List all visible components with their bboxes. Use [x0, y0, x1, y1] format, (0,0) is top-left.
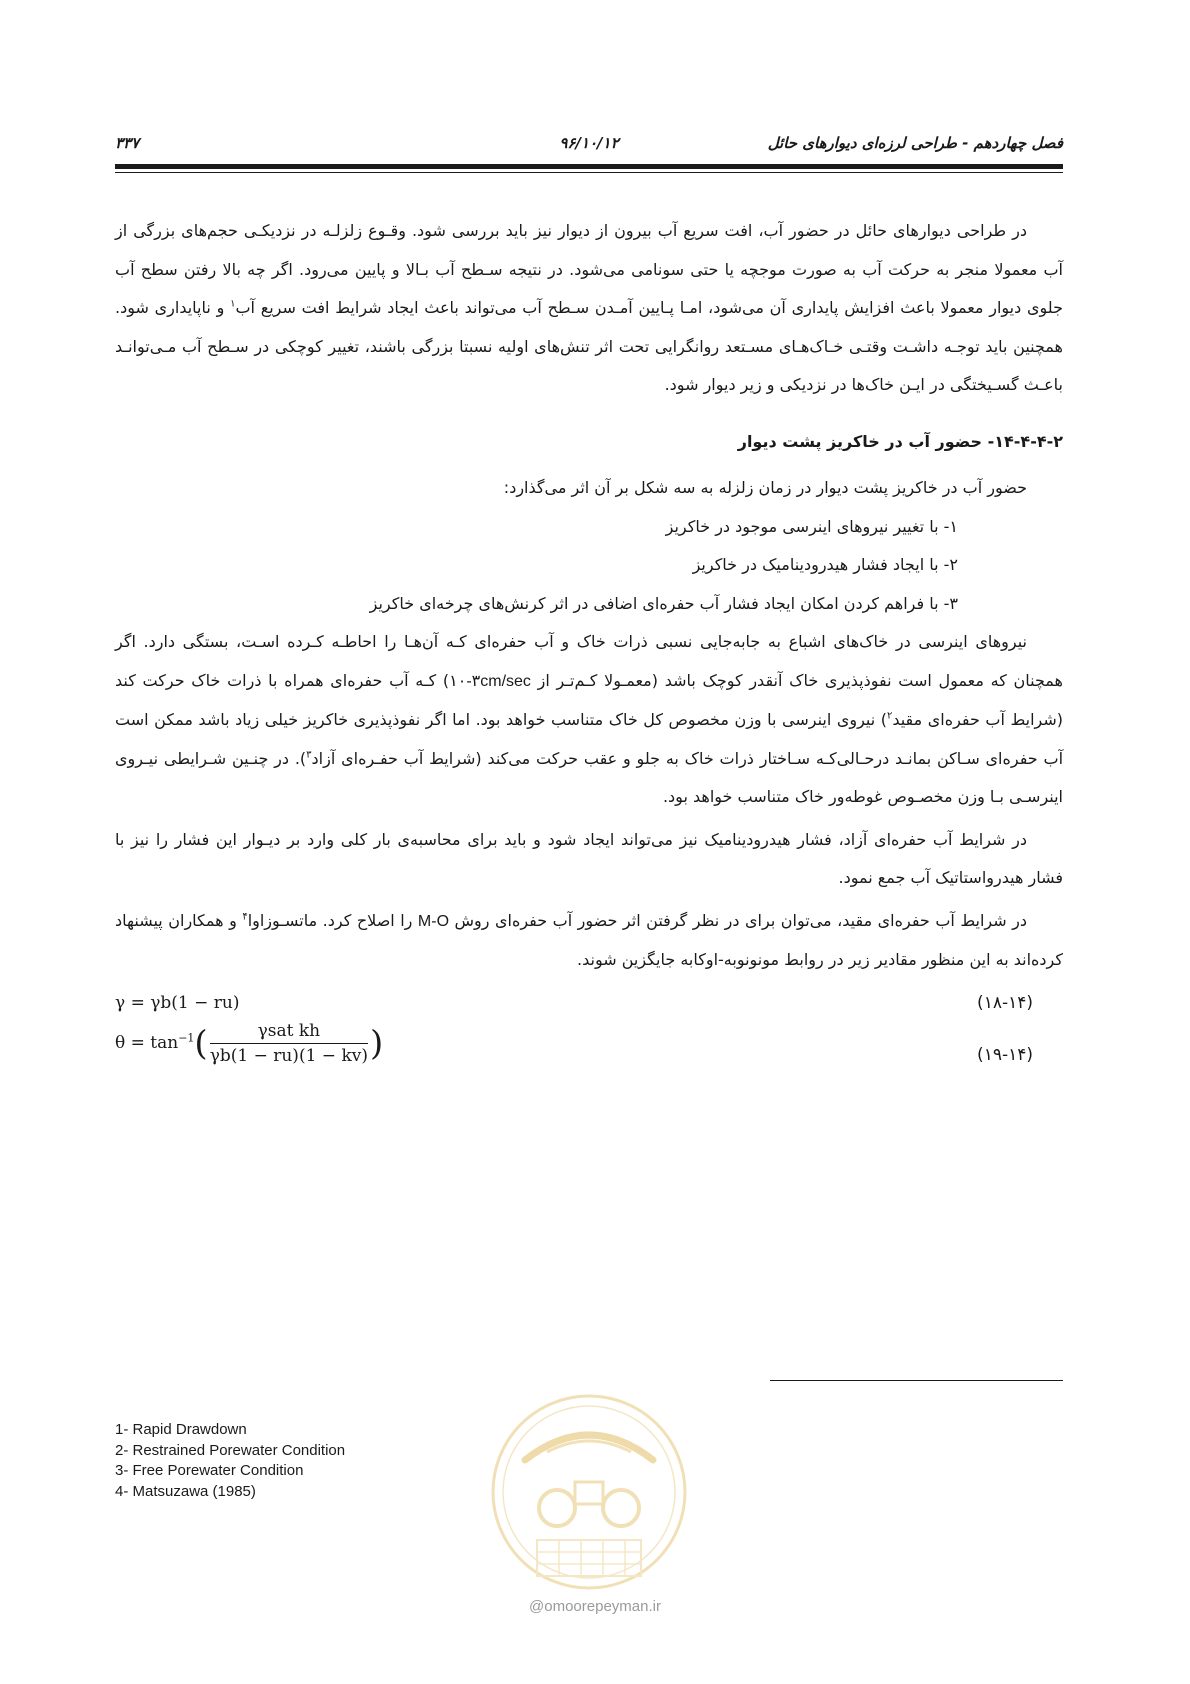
chapter-title: فصل چهاردهم - طراحی لرزه‌ای دیوارهای حائل: [767, 134, 1063, 152]
footnote-item: 4- Matsuzawa (1985): [115, 1482, 256, 1500]
equation-19-number: (۱۹-۱۴): [977, 1044, 1033, 1065]
paragraph-1: [115, 212, 1063, 405]
list-item: ۲- با ایجاد فشار هیدرودینامیک در خاکریز: [692, 555, 958, 574]
paragraph-3-c: ) نیروی اینرسی با وزن مخصوص کل خاک متناسب خواهد بود. اما اگر نفوذپذیری خاکریز خیلی زیاد باشد ممکن است آب حفره‌ای سـاکن بمانـد درحـالی‌کـه سـاختار ذرات خاک به جلو و عقب حرکت می‌کند (شرایط آب حفـره‌ای آزاد: [115, 710, 1064, 768]
footnote-ref-4: ۴: [242, 911, 248, 923]
page-number: ۳۳۷: [115, 134, 140, 152]
watermark-site: @omoorepeyman.ir: [529, 1598, 661, 1615]
footnote-rule: [770, 1380, 1063, 1381]
watermark-logo-icon: [487, 1390, 692, 1600]
footnote-ref-1: ۱: [230, 298, 236, 310]
method-name: M-O: [417, 912, 450, 930]
close-paren-icon: ): [369, 1022, 384, 1063]
paragraph-3: [115, 623, 1063, 817]
effects-list: [115, 508, 1063, 624]
footnote-item: 1- Rapid Drawdown: [115, 1421, 247, 1438]
section-heading: ۱۴-۴-۴-۲- حضور آب در خاکریز پشت دیوار: [737, 431, 1063, 451]
equation-19-fraction: [210, 1020, 368, 1067]
header-rule-thick: [115, 164, 1063, 169]
equation-18-number: (۱۸-۱۴): [977, 992, 1033, 1013]
equation-18: [115, 980, 1063, 1020]
equation-18-formula: γ = γb(1 − ru): [115, 992, 240, 1013]
equation-19: [115, 1020, 1063, 1080]
footnotes: [115, 1420, 345, 1502]
open-paren-icon: (: [194, 1022, 208, 1063]
body-text: [115, 212, 1063, 1080]
paragraph-1-cont: و ناپایداری شود. همچنین باید توجـه داشـت وقتـی خـاک‌هـای مسـتعد روانگرایی تحت اثر تنش‌های اولیه نسبتا بزرگی باشند، تغییر کوچکی در سـطح آب مـی‌توانـد باعـث گسـیختگی در ایـن خاک‌ها در نزدیکی و زیر دیوار شود.: [115, 298, 1063, 394]
paragraph-5-b: را اصلاح کرد. ماتسـوزاوا: [247, 910, 418, 930]
footnote-ref-2: ۲: [886, 710, 893, 722]
permeability-value: ۱۰-۳cm/sec: [449, 672, 531, 690]
paragraph-5: [115, 902, 1063, 980]
paragraph-5-c: و همکاران پیشنهاد کرده‌اند به این منظور مقادیر زیر در روابط مونونوبه-اوکابه جایگزین شوند.: [115, 910, 1063, 969]
equation-19-numerator: γsat kh: [210, 1020, 368, 1044]
list-item: ۱- با تغییر نیروهای اینرسی موجود در خاکریز: [665, 516, 958, 536]
header-date: ۹۶/۱۰/۱۲: [559, 134, 619, 152]
paragraph-5-a: در شرایط آب حفره‌ای مقید، می‌توان برای در نظر گرفتن اثر حضور آب حفره‌ای روش: [449, 910, 1028, 930]
paragraph-3-d: ). در چنـین شـرایطی نیـروی اینرسـی بـا وزن مخصـوص غوطه‌ور خاک متناسب خواهد بود.: [115, 748, 1063, 806]
equation-19-lhs: θ = tan: [115, 1032, 179, 1053]
paragraph-2: حضور آب در خاکریز پشت دیوار در زمان زلزله به سه شکل بر آن اثر می‌گذارد:: [503, 478, 1027, 497]
footnote-item: 3- Free Porewater Condition: [115, 1462, 304, 1479]
paragraph-4: در شرایط آب حفره‌ای آزاد، فشار هیدرودینامیک نیز می‌تواند ایجاد شود و باید برای محاسبه‌ی بار کلی وارد بر دیـوار این فشار را نیز با فشار هیدرواستاتیک آب جمع نمود.: [115, 829, 1063, 887]
paragraph-3-b: ) کـه آب حفره‌ای همراه با ذرات خاک حرکت کند (شرایط آب حفره‌ای مقید: [115, 670, 1063, 729]
footnote-item: 2- Restrained Porewater Condition: [115, 1441, 346, 1459]
paragraph-1-text: در طراحی دیوارهای حائل در حضور آب، افت سریع آب بیرون از دیوار نیز باید بررسی شود. وقـوع زلزلـه در نزدیکـی حجم‌های بزرگی از آب معمولا منجر به حرکت آب به صورت موجچه یا حتی سونامی می‌شود. در نتیجه سـطح آب بـالا و پایین می‌رود. اگر چه بالا رفتن سطح آب جلوی دیوار معمولا باعث افزایش پایداری آن می‌شود، امـا پـایین آمـدن سـطح آب می‌تواند باعث ایجاد شرایط افت سریع آب: [115, 221, 1063, 317]
equation-19-sup: −1: [178, 1030, 195, 1044]
equation-19-formula: [115, 1020, 383, 1067]
footnote-ref-3: ۳: [306, 749, 312, 761]
list-item: ۳- با فراهم کردن امکان ایجاد فشار آب حفره‌ای اضافی در اثر کرنش‌های چرخه‌ای خاکریز: [369, 593, 958, 613]
page-header: [115, 128, 1063, 158]
paragraph-3-a: نیروهای اینرسی در خاک‌های اشباع به جابه‌جایی نسبی ذرات خاک و آب حفره‌ای کـه آن‌هـا را احاطـه کـرده اسـت، بستگی دارد. اگر همچنان که معمول است نفوذپذیری خاک آنقدر کوچک باشد (معمـولا کـم‌تـر از: [115, 632, 1063, 690]
equation-19-denominator: γb(1 − ru)(1 − kv): [209, 1045, 368, 1066]
header-rule-thin: [115, 172, 1063, 173]
